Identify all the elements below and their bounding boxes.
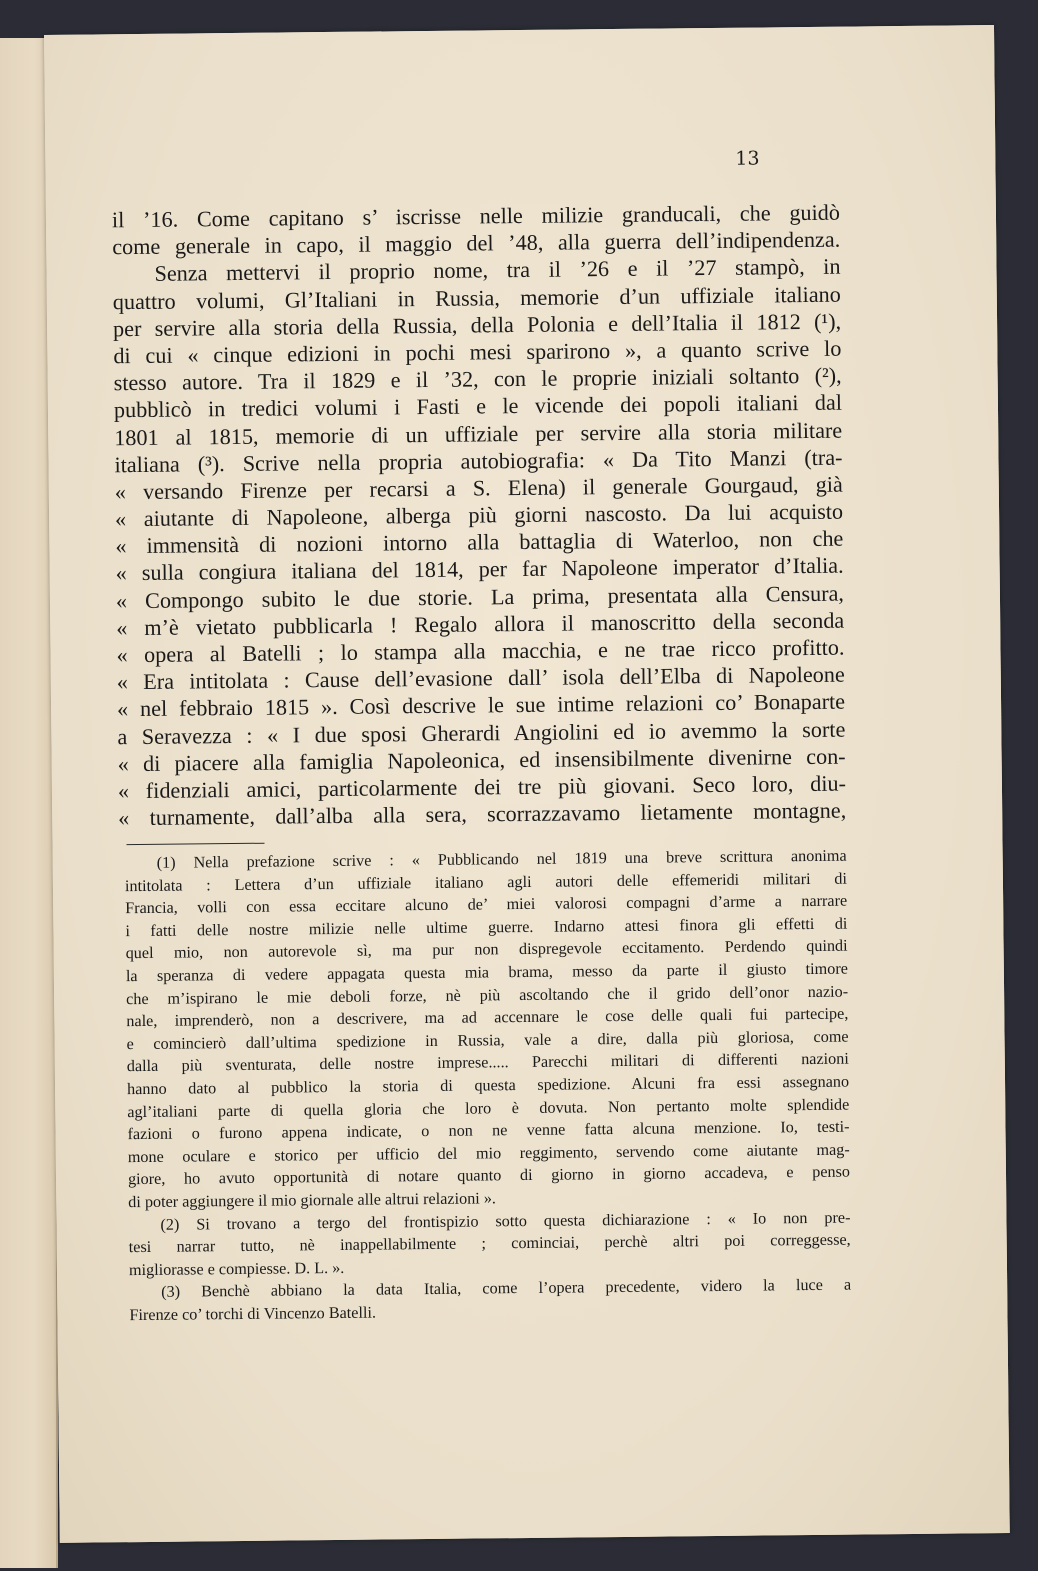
- footnote-line: che m’ispirano le mie deboli forze, nè più ascoltando che il grido dell’onor nazio-: [126, 982, 849, 1008]
- footnote-line: la speranza di vedere appagata questa mia brama, messo da parte il giusto timore: [125, 959, 848, 986]
- footnote-line: e comincierò dall’ultima spedizione in Russia, vale a dire, dalla più gloriosa, come: [126, 1027, 849, 1053]
- body-line: « m’è vietato pubblicarla ! Regalo allora il manoscritto della seconda: [116, 607, 845, 641]
- body-line: a Seravezza : « I due sposi Gherardi Angiolini ed io avemmo la sorte: [117, 716, 846, 749]
- footnote-line: nale, imprenderò, non a descrivere, ma ad accennare le cose delle quali fui partecipe,: [126, 1004, 849, 1031]
- body-line: « nel febbraio 1815 ». Così descrive le sue intime relazioni co’ Bonaparte: [116, 688, 846, 722]
- footnote-line: i fatti delle nostre milizie nelle ultime guerre. Indarno attesi finora gli effetti di: [125, 914, 848, 940]
- footnote-line: (3) Benchè abbiano la data Italia, come l’opera precedente, videro la luce a: [161, 1275, 852, 1302]
- footnote-line: hanno dato al pubblico la storia di questa spedizione. Alcuni fra essi assegnano: [126, 1072, 850, 1099]
- body-line: « sulla congiura italiana del 1814, per far Napoleone imperator d’Italia.: [115, 553, 844, 586]
- footnote-rule: [127, 843, 265, 845]
- body-line: « immensità di nozioni intorno alla battaglia di Waterloo, non che: [115, 525, 844, 559]
- body-line: il ’16. Come capitano s’ iscrisse nelle milizie granducali, che guidò: [111, 199, 841, 233]
- footnote-line: dalla più sventurata, delle nostre imprese..... Parecchi militari di differenti nazioni: [126, 1049, 849, 1076]
- footnote-line: Firenze co’ torchi di Vincenzo Batelli.: [129, 1303, 377, 1325]
- footnote-line: intitolata : Lettera d’un uffiziale italiano agli autori delle effemeridi militari di: [124, 869, 847, 895]
- footnote-line: (2) Si trovano a tergo del frontispizio sotto questa dichiarazione : « Io non pre-: [160, 1208, 851, 1234]
- footnote-line: Francia, volli con essa eccitare alcuno de’ miei valorosi compagni d’arme a narrare: [125, 891, 848, 918]
- body-line: come generale in capo, il maggio del ’48, alla guerra dell’indipendenza.: [112, 226, 841, 260]
- body-line: « fidenziali amici, particolarmente dei tre più giovani. Seco loro, diu-: [117, 770, 847, 804]
- body-line: Senza mettervi il proprio nome, tra il ’26 e il ’27 stampò, in: [154, 254, 841, 287]
- body-line: « versando Firenze per recarsi a S. Elena) il generale Gourgaud, già: [114, 471, 843, 505]
- body-line: « Compongo subito le due storie. La prima, presentata alla Censura,: [115, 580, 845, 613]
- footnote-line: quel mio, non autorevole sì, ma pur non dispregevole eccitamento. Perdendo quindi: [125, 936, 848, 963]
- body-line: stesso autore. Tra il 1829 e il ’32, con le proprie iniziali soltanto (²),: [113, 362, 842, 396]
- body-line: « di piacere alla famiglia Napoleonica, ed insensibilmente divenirne con-: [117, 743, 846, 776]
- body-line: « Era intitolata : Cause dell’evasione dall’ isola dell’Elba di Napoleone: [116, 661, 845, 695]
- book-page: [44, 25, 1010, 1543]
- footnotes: [125, 845, 852, 1327]
- footnote-line: migliorasse e compiesse. D. L. ».: [128, 1258, 345, 1279]
- body-line: quattro volumi, Gl’Italiani in Russia, memorie d’un uffiziale italiano: [112, 281, 841, 314]
- body-line: « turnamente, dall’alba alla sera, scorrazzavamo lietamente montagne,: [118, 797, 847, 831]
- page-number: 13: [735, 147, 760, 170]
- body-line: 1801 al 1815, memorie di un uffiziale per servire alla storia militare: [114, 417, 843, 450]
- body-line: « aiutante di Napoleone, alberga più giorni nascosto. Da lui acquisto: [114, 498, 844, 532]
- body-line: per servire alla storia della Russia, della Polonia e dell’Italia il 1812 (¹),: [112, 308, 842, 342]
- body-line: di cui « cinque edizioni in pochi mesi sparirono », a quanto scrive lo: [113, 335, 842, 369]
- footnote-line: mone oculare e storico per ufficio del mio reggimento, servendo come aiutante mag-: [127, 1140, 850, 1166]
- body-line: pubblicò in tredici volumi i Fasti e le vicende dei popoli italiani dal: [113, 389, 843, 423]
- footnote-line: di poter aggiungere il mio giornale alle altrui relazioni ».: [128, 1189, 497, 1212]
- footnote-line: giore, ho avuto opportunità di notare quanto di giorno in giorno accadeva, e penso: [127, 1162, 851, 1189]
- body-line: « opera al Batelli ; lo stampa alla macchia, e ne trae ricco profitto.: [116, 634, 845, 668]
- body-text: [112, 199, 847, 832]
- footnote-line: agl’italiani parte di quella gloria che loro è dovuta. Non pertanto molte splendide: [127, 1095, 850, 1121]
- footnote-line: (1) Nella prefazione scrive : « Pubblicando nel 1819 una breve scrittura anonima: [156, 846, 847, 872]
- footnote-line: tesi narrar tutto, nè inappellabilmente ; cominciai, perchè altri poi correggesse,: [128, 1230, 851, 1257]
- footnote-line: fazioni o furono appena indicate, o non ne venne fatta alcuna menzione. Io, testi-: [127, 1117, 850, 1144]
- body-line: italiana (³). Scrive nella propria autobiografia: « Da Tito Manzi (tra-: [114, 444, 843, 477]
